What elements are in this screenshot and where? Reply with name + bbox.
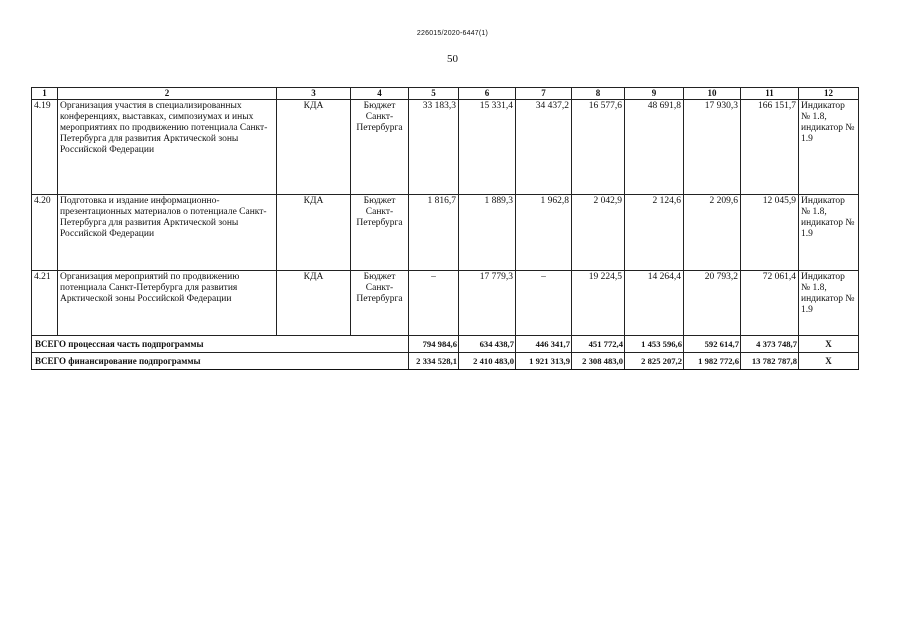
total-col-8: 451 772,4	[572, 336, 625, 353]
column-header: 3	[277, 88, 351, 100]
executor-cell: КДА	[277, 195, 351, 271]
column-header: 2	[58, 88, 277, 100]
column-header: 4	[351, 88, 409, 100]
column-header: 5	[409, 88, 459, 100]
table-header	[32, 88, 859, 100]
funding-source: Бюджет Санкт-Петербурга	[351, 271, 409, 336]
funding-source: Бюджет Санкт-Петербурга	[351, 100, 409, 195]
total-row-funding	[32, 353, 859, 370]
budget-table	[31, 87, 859, 370]
value-col-6: 17 779,3	[459, 271, 516, 336]
total-col-6: 2 410 483,0	[459, 353, 516, 370]
executor-cell: КДА	[277, 271, 351, 336]
value-col-10: 2 209,6	[684, 195, 741, 271]
activity-title: Организация мероприятий по продвижению потенциала Санкт-Петербурга для развития Арктической зоны Российской Федерации	[58, 271, 277, 336]
value-col-11: 166 151,7	[741, 100, 799, 195]
value-col-6: 1 889,3	[459, 195, 516, 271]
value-col-8: 16 577,6	[572, 100, 625, 195]
page-number: 50	[447, 53, 458, 65]
column-header: 8	[572, 88, 625, 100]
total-col-5: 2 334 528,1	[409, 353, 459, 370]
total-indicator: Х	[799, 336, 859, 353]
value-col-9: 2 124,6	[625, 195, 684, 271]
value-col-11: 72 061,4	[741, 271, 799, 336]
total-col-5: 794 984,6	[409, 336, 459, 353]
total-col-9: 2 825 207,2	[625, 353, 684, 370]
value-col-7: 1 962,8	[516, 195, 572, 271]
total-col-7: 1 921 313,9	[516, 353, 572, 370]
total-col-11: 13 782 787,8	[741, 353, 799, 370]
total-indicator: Х	[799, 353, 859, 370]
indicator-cell: Индикатор № 1.8, индикатор № 1.9	[799, 195, 859, 271]
value-col-9: 14 264,4	[625, 271, 684, 336]
value-col-8: 19 224,5	[572, 271, 625, 336]
value-col-5: 1 816,7	[409, 195, 459, 271]
value-col-11: 12 045,9	[741, 195, 799, 271]
value-col-8: 2 042,9	[572, 195, 625, 271]
table-row	[32, 100, 859, 195]
column-header: 9	[625, 88, 684, 100]
value-col-10: 20 793,2	[684, 271, 741, 336]
column-header: 7	[516, 88, 572, 100]
total-col-10: 592 614,7	[684, 336, 741, 353]
value-col-10: 17 930,3	[684, 100, 741, 195]
total-label: ВСЕГО процессная часть подпрограммы	[32, 336, 409, 353]
column-header: 10	[684, 88, 741, 100]
activity-title: Организация участия в специализированных конференциях, выставках, симпозиумах и иных мероприятиях по продвижению потенциала Санкт-Петербурга для развития Арктической зоны Российской Федерации	[58, 100, 277, 195]
funding-source: Бюджет Санкт-Петербурга	[351, 195, 409, 271]
row-number: 4.20	[32, 195, 58, 271]
column-header: 6	[459, 88, 516, 100]
total-col-9: 1 453 596,6	[625, 336, 684, 353]
table-row	[32, 195, 859, 271]
value-col-6: 15 331,4	[459, 100, 516, 195]
value-col-5: 33 183,3	[409, 100, 459, 195]
total-col-8: 2 308 483,0	[572, 353, 625, 370]
indicator-cell: Индикатор № 1.8, индикатор № 1.9	[799, 100, 859, 195]
total-label: ВСЕГО финансирование подпрограммы	[32, 353, 409, 370]
executor-cell: КДА	[277, 100, 351, 195]
activity-title: Подготовка и издание информационно-презентационных материалов о потенциале Санкт-Петербурга для развития Арктической зоны Российской Федерации	[58, 195, 277, 271]
column-header: 11	[741, 88, 799, 100]
row-number: 4.19	[32, 100, 58, 195]
value-col-5: –	[409, 271, 459, 336]
total-row-process	[32, 336, 859, 353]
indicator-cell: Индикатор № 1.8, индикатор № 1.9	[799, 271, 859, 336]
value-col-7: –	[516, 271, 572, 336]
value-col-7: 34 437,2	[516, 100, 572, 195]
total-col-6: 634 438,7	[459, 336, 516, 353]
column-header: 1	[32, 88, 58, 100]
total-col-10: 1 982 772,6	[684, 353, 741, 370]
document-id: 226015/2020-6447(1)	[416, 30, 489, 37]
value-col-9: 48 691,8	[625, 100, 684, 195]
row-number: 4.21	[32, 271, 58, 336]
column-header: 12	[799, 88, 859, 100]
total-col-7: 446 341,7	[516, 336, 572, 353]
table-row	[32, 271, 859, 336]
header-row	[32, 88, 859, 100]
total-col-11: 4 373 748,7	[741, 336, 799, 353]
